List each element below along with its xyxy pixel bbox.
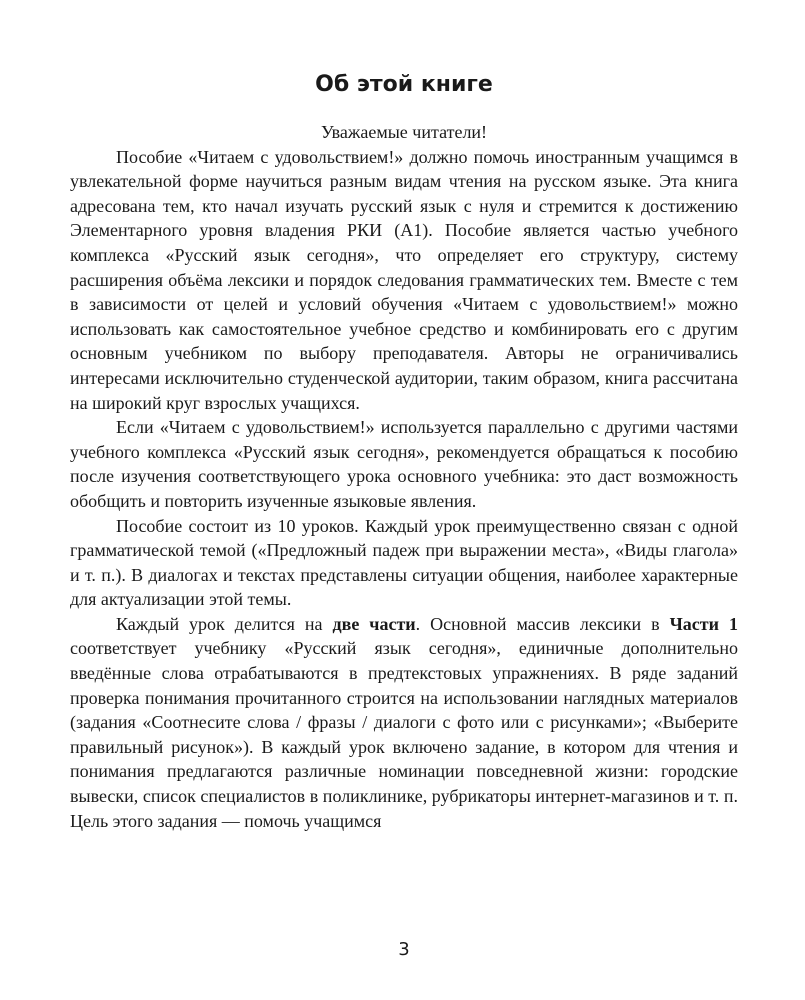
bold-text-run: Части 1 (669, 613, 738, 634)
page-body (70, 120, 738, 833)
paragraph-1 (70, 145, 738, 416)
text-run: . Основной массив лексики в (415, 613, 670, 634)
paragraph-2 (70, 415, 738, 513)
page-number: 3 (398, 939, 410, 960)
text-run: Пособие «Читаем с удовольствием!» должно помочь иностранным учащимся в увлекательной форме научиться разным видам чтения на русском языке. Эта книга адресована тем, кто начал изучать русский язык с нуля и стремится к достижению Элементарного уровня владения РКИ (А1). Пособие является частью учебного комплекса «Русский язык сегодня», что определяет его структуру, систему расширения объёма лексики и порядок следования грамматических тем. Вместе с тем в зависимости от целей и условий обучения «Читаем с удовольствием!» можно использовать как самостоятельное учебное средство и комбинировать его с другим основным учебником по выбору преподавателя. Авторы не ограничивались интересами исключительно студенческой аудитории, таким образом, книга рассчитана на широкий круг взрослых учащихся. (70, 146, 738, 413)
text-run: Пособие состоит из 10 уроков. Каждый урок преимущественно связан с одной грамматической темой («Предложный падеж при выражении места», «Виды глагола» и т. п.). В диалогах и текстах представлены ситуации общения, наиболее характерные для актуализации этой темы. (70, 515, 738, 610)
page-title: Об этой книге (315, 72, 493, 97)
paragraph-3 (70, 514, 738, 612)
text-run: соответствует учебнику «Русский язык сегодня», единичные дополнительно введённые слова отрабатываются в предтекстовых упражнениях. В ряде заданий проверка понимания прочитанного строится на использовании наглядных материалов (задания «Соотнесите слова / фразы / диалоги с фото или с рисунками»; «Выберите правильный рисунок»). В каждый урок включено задание, в котором для чтения и понимания предлагаются различные номинации повседневной жизни: городские вывески, список специалистов в поликлинике, рубрикаторы интернет-магазинов и т. п. Цель этого задания — помочь учащимся (70, 638, 738, 831)
bold-text-run: две части (332, 613, 416, 634)
paragraph-4 (70, 612, 738, 833)
text-run: Каждый урок делится на (116, 613, 333, 634)
book-page (70, 0, 738, 1000)
text-run: Если «Читаем с удовольствием!» используется параллельно с другими частями учебного комплекса «Русский язык сегодня», рекомендуется обращаться к пособию после изучения соответствующего урока основного учебника: это даст возможность обобщить и повторить изученные языковые явления. (70, 417, 738, 511)
greeting-line: Уважаемые читатели! (320, 122, 488, 142)
